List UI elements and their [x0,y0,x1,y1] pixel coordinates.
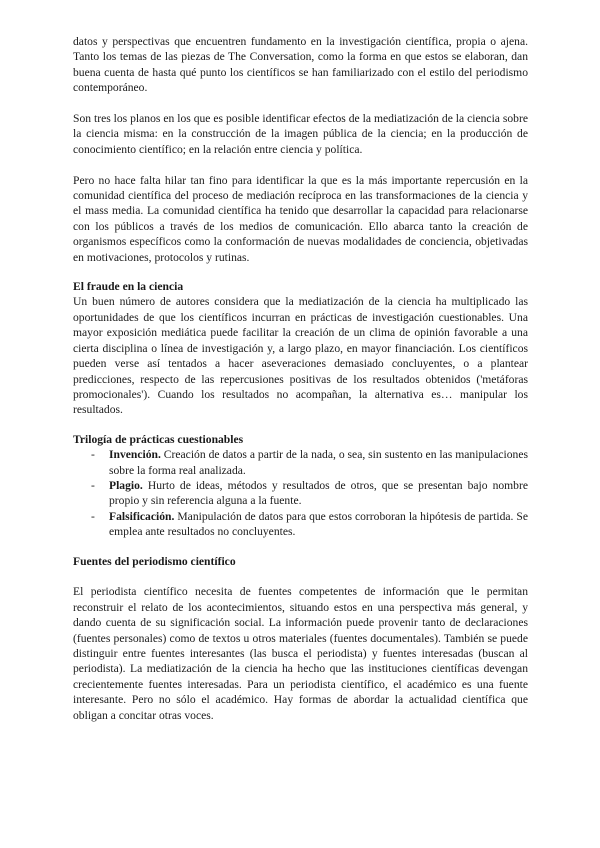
list-dash: - [91,478,95,492]
paragraph-fraude: Un buen número de autores considera que la mediatización de la ciencia ha multiplicado las oportunidades de que los científicos incurran en prácticas de investigación cuestionables. Una mayor exposición mediática puede facilitar la creación de un clima de opinión favorable a una cierta disciplina o línea de investigación y, a largo plazo, en mayor financiación. Los científicos pueden verse así tentados a hacer aseveraciones demasiado concluyentes, o a plantear predicciones, respecto de las repercusiones positivas de los resultados obtenidos ('metáforas promocionales'). Cuando los resultados no acompañan, la alternativa es… manipular los resultados. [73,295,528,417]
list-dash: - [91,448,95,462]
list-item-invencion [73,447,528,478]
list-item-falsificacion [73,509,528,540]
heading-fuentes: Fuentes del periodismo científico [73,554,236,568]
paragraph-fuentes: El periodista científico necesita de fuentes competentes de información que le permitan reconstruir el relato de los acontecimientos, situando estos en una perspectiva más general, y dando cuenta de su significación social. La información puede provenir tanto de declaraciones (fuentes personales) como de textos u otros materiales (fuentes documentales). También se puede distinguir entre fuentes interesantes (las busca el periodista) y fuentes interesadas (buscan al periodista). La mediatización de la ciencia ha hecho que las instituciones científicas devengan crecientemente fuentes interesadas. Para un periodista científico, el académico es una fuente interesante. Pero no sólo el académico. Hay formas de abordar la actualidad científica que obligan a concitar otras voces. [73,585,528,722]
term-invencion: Invención. [109,448,161,462]
list-dash: - [91,509,95,523]
term-falsificacion: Falsificación. [109,509,175,523]
heading-fraude: El fraude en la ciencia [73,280,184,294]
paragraph-intro-continuation: datos y perspectivas que encuentren fundamento en la investigación científica, propia o ajena. Tanto los temas de las piezas de The Conversation, como la forma en que estos se elaboran, dan buena cuenta de hasta qué punto los científicos se han familiarizado con el estilo del periodismo contemporáneo. [73,35,528,95]
definition-falsificacion: Manipulación de datos para que estos corroboran la hipótesis de partida. Se emplea ante resultados no concluyentes. [109,509,528,539]
questionable-practices-list [73,447,528,539]
term-plagio: Plagio. [109,478,143,492]
list-item-plagio [73,478,528,509]
definition-plagio: Hurto de ideas, métodos y resultados de otros, que se presentan bajo nombre propio y sin referencia alguna a la fuente. [109,478,528,508]
heading-trilogia: Trilogía de prácticas cuestionables [73,432,244,446]
definition-invencion: Creación de datos a partir de la nada, o sea, sin sustento en las manipulaciones sobre la forma real analizada. [109,448,528,477]
paragraph-mediatization-planes: Son tres los planos en los que es posible identificar efectos de la mediatización de la ciencia sobre la ciencia misma: en la construcción de la imagen pública de la ciencia; en la producción de conocimiento científico; en la relación entre ciencia y política. [73,112,528,156]
paragraph-scientific-community: Pero no hace falta hilar tan fino para identificar la que es la más importante repercusión en la comunidad científica del proceso de mediación recíproca en las transformaciones de la ciencia y el mass media. La comunidad científica ha tenido que desarrollar la capacidad para relacionarse con los públicos a través de los medios de comunicación. Ello abarca tanto la creación de organismos específicos como la conformación de nuevas modalidades de conciencia, objetivadas en motivaciones, protocolos y rutinas. [73,173,528,264]
